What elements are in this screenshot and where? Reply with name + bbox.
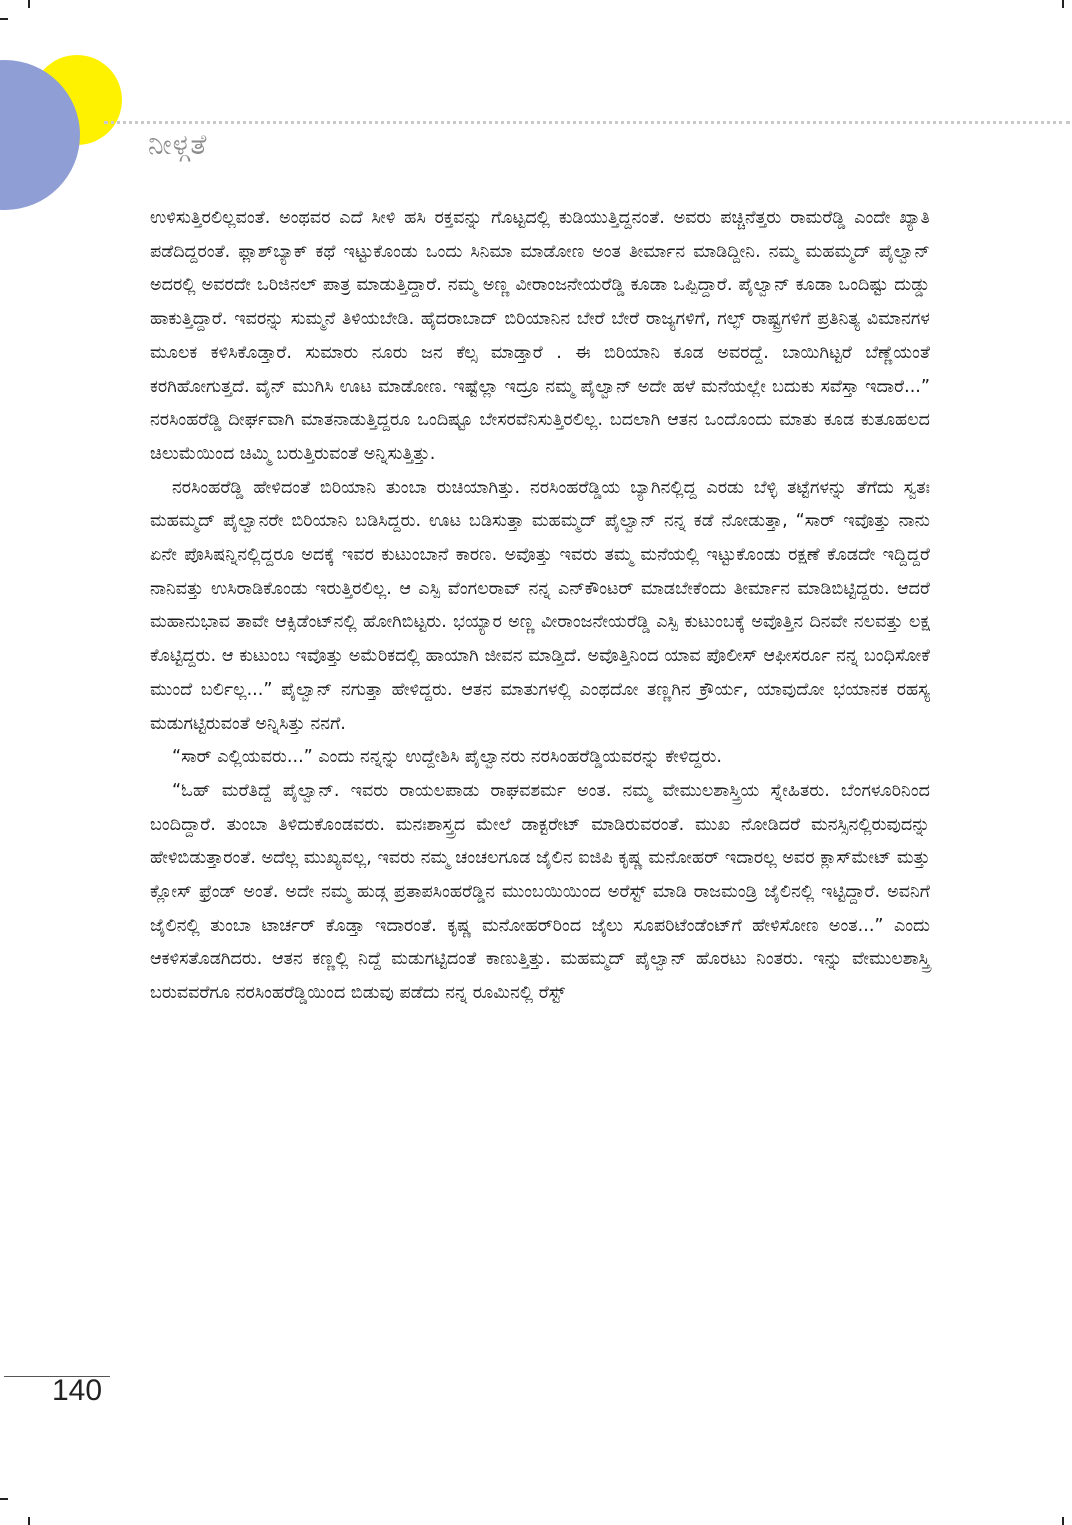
crop-mark bbox=[28, 0, 30, 8]
paragraph: “ಓಹ್ ಮರೆತಿದ್ದೆ ಪೈಲ್ವಾನ್. ಇವರು ರಾಯಲಪಾಡು ರಾಘವಶರ್ಮ ಅಂತ. ನಮ್ಮ ವೇಮುಲಶಾಸ್ತ್ರಿಯ ಸ್ನೇಹಿತರು. ಬೆಂಗಳೂರಿನಿಂದ ಬಂದಿದ್ದಾರೆ. ತುಂಬಾ ತಿಳಿದುಕೊಂಡವರು. ಮನಃಶಾಸ್ತ್ರದ ಮೇಲೆ ಡಾಕ್ಟರೇಟ್ ಮಾಡಿರುವರಂತೆ. ಮುಖ ನೋಡಿದರೆ ಮನಸ್ಸಿನಲ್ಲಿರುವುದನ್ನು ಹೇಳಿಬಿಡುತ್ತಾರಂತೆ. ಅದೆಲ್ಲ ಮುಖ್ಯವಲ್ಲ, ಇವರು ನಮ್ಮ ಚಂಚಲಗೂಡ ಜೈಲಿನ ಐಜಿಪಿ ಕೃಷ್ಣ ಮನೋಹರ್ ಇದಾರಲ್ಲ ಅವರ ಕ್ಲಾಸ್‌ಮೇಟ್ ಮತ್ತು ಕ್ಲೋಸ್ ಫ್ರೆಂಡ್ ಅಂತೆ. ಅದೇ ನಮ್ಮ ಹುಡ್ಗ ಪ್ರತಾಪಸಿಂಹರೆಡ್ಡಿನ ಮುಂಬಯಿಯಿಂದ ಅರೆಸ್ಟ್ ಮಾಡಿ ರಾಜಮಂಡ್ರಿ ಜೈಲಿನಲ್ಲಿ ಇಟ್ಟಿದ್ದಾರೆ. ಅವನಿಗೆ ಜೈಲಿನಲ್ಲಿ ತುಂಬಾ ಟಾರ್ಚರ್ ಕೊಡ್ತಾ ಇದಾರಂತೆ. ಕೃಷ್ಣ ಮನೋಹರ್‌ರಿಂದ ಜೈಲು ಸೂಪರಿಟೆಂಡೆಂಟ್‌ಗೆ ಹೇಳಿಸೋಣ ಅಂತ...” ಎಂದು ಆಕಳಿಸತೊಡಗಿದರು. ಆತನ ಕಣ್ಣಲ್ಲಿ ನಿದ್ದೆ ಮಡುಗಟ್ಟಿದಂತೆ ಕಾಣುತ್ತಿತ್ತು. ಮಹಮ್ಮದ್ ಪೈಲ್ವಾನ್ ಹೊರಟು ನಿಂತರು. ಇನ್ನು ವೇಮುಲಶಾಸ್ತ್ರಿ ಬರುವವರೆಗೂ ನರಸಿಂಹರೆಡ್ಡಿಯಿಂದ ಬಿಡುವು ಪಡೆದು ನನ್ನ ರೂಮಿನಲ್ಲಿ ರೆಸ್ಟ್ bbox=[150, 780, 930, 1004]
paragraph: ಉಳಿಸುತ್ತಿರಲಿಲ್ಲವಂತೆ. ಅಂಥವರ ಎದೆ ಸೀಳಿ ಹಸಿ ರಕ್ತವನ್ನು ಗೊಟ್ಟದಲ್ಲಿ ಕುಡಿಯುತ್ತಿದ್ದನಂತೆ. ಅವರು ಪಚ್ಚಿನೆತ್ತರು ರಾಮರೆಡ್ಡಿ ಎಂದೇ ಖ್ಯಾತಿ ಪಡೆದಿದ್ದರಂತೆ. ಫ್ಲಾಶ್‌ಬ್ಯಾಕ್ ಕಥೆ ಇಟ್ಟುಕೊಂಡು ಒಂದು ಸಿನಿಮಾ ಮಾಡೋಣ ಅಂತ ತೀರ್ಮಾನ ಮಾಡಿದ್ದೀನಿ. ನಮ್ಮ ಮಹಮ್ಮದ್ ಪೈಲ್ವಾನ್ ಅದರಲ್ಲಿ ಅವರದೇ ಒರಿಜಿನಲ್ ಪಾತ್ರ ಮಾಡುತ್ತಿದ್ದಾರೆ. ನಮ್ಮ ಅಣ್ಣ ವೀರಾಂಜನೇಯರೆಡ್ಡಿ ಕೂಡಾ ಒಪ್ಪಿದ್ದಾರೆ. ಪೈಲ್ವಾನ್ ಕೂಡಾ ಒಂದಿಷ್ಟು ದುಡ್ಡು ಹಾಕುತ್ತಿದ್ದಾರೆ. ಇವರನ್ನು ಸುಮ್ಮನೆ ತಿಳಿಯಬೇಡಿ. ಹೈದರಾಬಾದ್ ಬಿರಿಯಾನಿನ ಬೇರೆ ಬೇರೆ ರಾಜ್ಯಗಳಿಗೆ, ಗಲ್ಫ್ ರಾಷ್ಟ್ರಗಳಿಗೆ ಪ್ರತಿನಿತ್ಯ ವಿಮಾನಗಳ ಮೂಲಕ ಕಳಿಸಿಕೊಡ್ತಾರೆ. ಸುಮಾರು ನೂರು ಜನ ಕೆಲ್ಸ ಮಾಡ್ತಾರೆ . ಈ ಬಿರಿಯಾನಿ ಕೂಡ ಅವರದ್ದೆ. ಬಾಯಿಗಿಟ್ಟರೆ ಬೆಣ್ಣೆಯಂತೆ ಕರಗಿಹೋಗುತ್ತದೆ. ವೈನ್ ಮುಗಿಸಿ ಊಟ ಮಾಡೋಣ. ಇಷ್ಟೆಲ್ಲಾ ಇದ್ರೂ ನಮ್ಮ ಪೈಲ್ವಾನ್ ಅದೇ ಹಳೆ ಮನೆಯಲ್ಲೇ ಬದುಕು ಸವೆಸ್ತಾ ಇದಾರೆ...” ನರಸಿಂಹರೆಡ್ಡಿ ದೀರ್ಘವಾಗಿ ಮಾತನಾಡುತ್ತಿದ್ದರೂ ಒಂದಿಷ್ಟೂ ಬೇಸರವೆನಿಸುತ್ತಿರಲಿಲ್ಲ. ಬದಲಾಗಿ ಆತನ ಒಂದೊಂದು ಮಾತು ಕೂಡ ಕುತೂಹಲದ ಚಿಲುಮೆಯಿಂದ ಚಿಮ್ಮಿ ಬರುತ್ತಿರುವಂತೆ ಅನ್ನಿಸುತ್ತಿತ್ತು. bbox=[150, 208, 930, 464]
paragraph: “ಸಾರ್ ಎಲ್ಲಿಯವರು...” ಎಂದು ನನ್ನನ್ನು ಉದ್ದೇಶಿಸಿ ಪೈಲ್ವಾನರು ನರಸಿಂಹರೆಡ್ಡಿಯವರನ್ನು ಕೇಳಿದ್ದರು. bbox=[172, 747, 722, 768]
crop-mark bbox=[28, 1517, 30, 1525]
crop-mark bbox=[0, 1498, 8, 1500]
paragraph: ನರಸಿಂಹರೆಡ್ಡಿ ಹೇಳಿದಂತೆ ಬಿರಿಯಾನಿ ತುಂಬಾ ರುಚಿಯಾಗಿತ್ತು. ನರಸಿಂಹರೆಡ್ಡಿಯ ಬ್ಯಾಗಿನಲ್ಲಿದ್ದ ಎರಡು ಬೆಳ್ಳಿ ತಟ್ಟೆಗಳನ್ನು ತೆಗೆದು ಸ್ವತಃ ಮಹಮ್ಮದ್ ಪೈಲ್ವಾನರೇ ಬಿರಿಯಾನಿ ಬಡಿಸಿದ್ದರು. ಊಟ ಬಡಿಸುತ್ತಾ ಮಹಮ್ಮದ್ ಪೈಲ್ವಾನ್ ನನ್ನ ಕಡೆ ನೋಡುತ್ತಾ, “ಸಾರ್ ಇವೊತ್ತು ನಾನು ಏನೇ ಪೊಸಿಷನ್ನಿನಲ್ಲಿದ್ದರೂ ಅದಕ್ಕೆ ಇವರ ಕುಟುಂಬಾನೆ ಕಾರಣ. ಅವೊತ್ತು ಇವರು ತಮ್ಮ ಮನೆಯಲ್ಲಿ ಇಟ್ಟುಕೊಂಡು ರಕ್ಷಣೆ ಕೊಡದೇ ಇದ್ದಿದ್ದರೆ ನಾನಿವತ್ತು ಉಸಿರಾಡಿಕೊಂಡು ಇರುತ್ತಿರಲಿಲ್ಲ. ಆ ಎಸ್ಪಿ ವೆಂಗಲರಾವ್ ನನ್ನ ಎನ್‌ಕೌಂಟರ್ ಮಾಡಬೇಕೆಂದು ತೀರ್ಮಾನ ಮಾಡಿಬಿಟ್ಟಿದ್ದರು. ಆದರೆ ಮಹಾನುಭಾವ ತಾವೇ ಆಕ್ಸಿಡೆಂಟ್‌ನಲ್ಲಿ ಹೋಗಿಬಿಟ್ಟರು. ಭಯ್ಯಾರ ಅಣ್ಣ ವೀರಾಂಜನೇಯರೆಡ್ಡಿ ಎಸ್ಪಿ ಕುಟುಂಬಕ್ಕೆ ಅವೊತ್ತಿನ ದಿನವೇ ನಲವತ್ತು ಲಕ್ಷ ಕೊಟ್ಟಿದ್ದರು. ಆ ಕುಟುಂಬ ಇವೊತ್ತು ಅಮೆರಿಕದಲ್ಲಿ ಹಾಯಾಗಿ ಜೀವನ ಮಾಡ್ತಿದೆ. ಅವೊತ್ತಿನಿಂದ ಯಾವ ಪೊಲೀಸ್ ಆಫೀಸರ್ರೂ ನನ್ನ ಬಂಧಿಸೋಕೆ ಮುಂದೆ ಬರ್ಲಿಲ್ಲ...” ಪೈಲ್ವಾನ್ ನಗುತ್ತಾ ಹೇಳಿದ್ದರು. ಆತನ ಮಾತುಗಳಲ್ಲಿ ಎಂಥದೋ ತಣ್ಣಗಿನ ಕ್ರೌರ್ಯ, ಯಾವುದೋ ಭಯಾನಕ ರಹಸ್ಯ ಮಡುಗಟ್ಟಿರುವಂತೆ ಅನ್ನಿಸಿತ್ತು ನನಗೆ. bbox=[150, 477, 930, 734]
body-text bbox=[150, 202, 930, 1402]
page-number: 140 bbox=[52, 1374, 103, 1407]
crop-mark bbox=[0, 18, 8, 20]
dotted-header-rule bbox=[104, 121, 1070, 124]
running-header-title: ನೀಳ್ಗತೆ bbox=[148, 128, 208, 161]
crop-mark bbox=[1062, 0, 1064, 8]
crop-mark bbox=[1062, 1517, 1064, 1525]
